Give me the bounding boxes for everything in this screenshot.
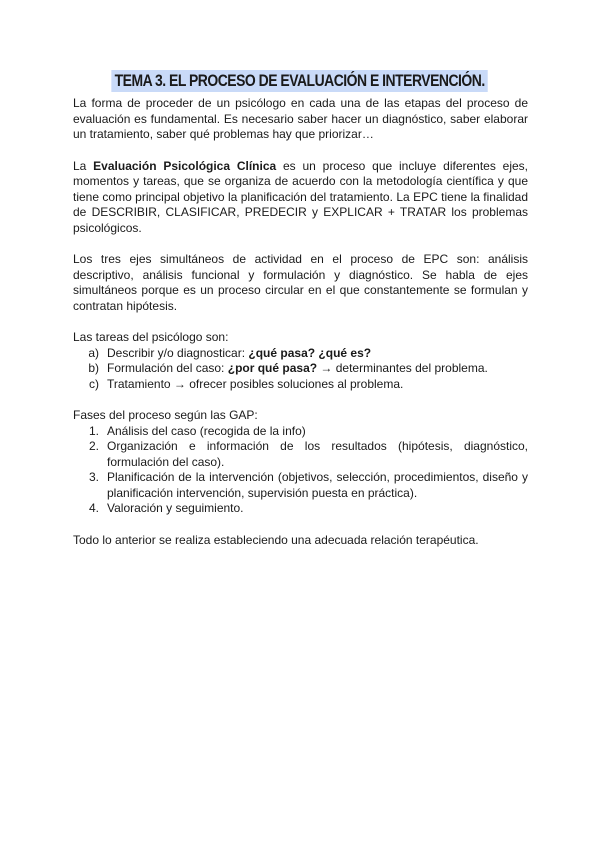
document-body <box>73 96 528 548</box>
list-marker: 1. <box>88 423 99 438</box>
list-marker: b) <box>88 361 99 375</box>
item-text: Análisis del caso (recogida de la info) <box>107 423 306 438</box>
intro-paragraph: La forma de proceder de un psicólogo en cada una de las etapas del proceso de evaluación es fundamental. Es necesario saber hacer un diagnóstico, saber elaborar un tratamiento, saber qué problemas hay que priorizar… <box>73 96 528 141</box>
list-item <box>73 439 528 470</box>
list-item <box>73 424 528 440</box>
list-item <box>73 361 528 377</box>
list-marker: a) <box>88 345 99 360</box>
list-item <box>73 501 528 517</box>
list-marker: 4. <box>88 501 99 515</box>
page-title: TEMA 3. EL PROCESO DE EVALUACIÓN E INTERVENCIÓN. <box>112 70 489 92</box>
tareas-list <box>73 346 528 393</box>
list-item <box>73 346 528 362</box>
item-bold: ¿por qué pasa? <box>227 361 318 375</box>
epc-rest: es un proceso que incluye diferentes ejes, momentos y tareas, que se organiza de acuerdo con la metodología científica y que tiene como principal objetivo la planificación del tratamiento. La EPC tiene la finalidad de DESCRIBIR, CLASIFICAR, PREDECIR y EXPLICAR + TRATAR los problemas psicológicos. <box>73 158 528 235</box>
closing-paragraph: Todo lo anterior se realiza estableciendo una adecuada relación terapéutica. <box>73 532 479 547</box>
epc-prefix: La <box>73 158 94 173</box>
ejes-paragraph: Los tres ejes simultáneos de actividad en el proceso de EPC son: análisis descriptivo, análisis funcional y formulación y diagnóstico. Se habla de ejes simultáneos porque es un proceso circular en el que constantemente se formulan y contratan hipótesis. <box>73 252 528 313</box>
tareas-heading: Las tareas del psicólogo son: <box>73 330 229 344</box>
epc-term: Evaluación Psicológica Clínica <box>93 158 277 173</box>
title-wrap <box>0 70 600 92</box>
list-marker: c) <box>89 376 99 391</box>
item-after: → determinantes del problema. <box>317 361 488 375</box>
item-text: Valoración y seguimiento. <box>107 501 244 515</box>
fases-heading: Fases del proceso según las GAP: <box>73 408 258 422</box>
item-text: Describir y/o diagnosticar: <box>107 345 249 360</box>
item-text: Formulación del caso: <box>107 361 228 375</box>
item-bold: ¿qué pasa? ¿qué es? <box>248 345 372 360</box>
epc-paragraph <box>73 159 528 237</box>
item-text: Planificación de la intervención (objetivos, selección, procedimientos, diseño y planificación intervención, supervisión puesta en práctica). <box>107 470 528 500</box>
item-text: Tratamiento → ofrecer posibles soluciones al problema. <box>107 376 404 391</box>
list-marker: 2. <box>88 439 99 453</box>
list-item <box>73 470 528 501</box>
fases-list <box>73 424 528 517</box>
list-item <box>73 377 528 393</box>
item-text: Organización e información de los resultados (hipótesis, diagnóstico, formulación del caso). <box>107 439 528 469</box>
list-marker: 3. <box>88 470 99 484</box>
